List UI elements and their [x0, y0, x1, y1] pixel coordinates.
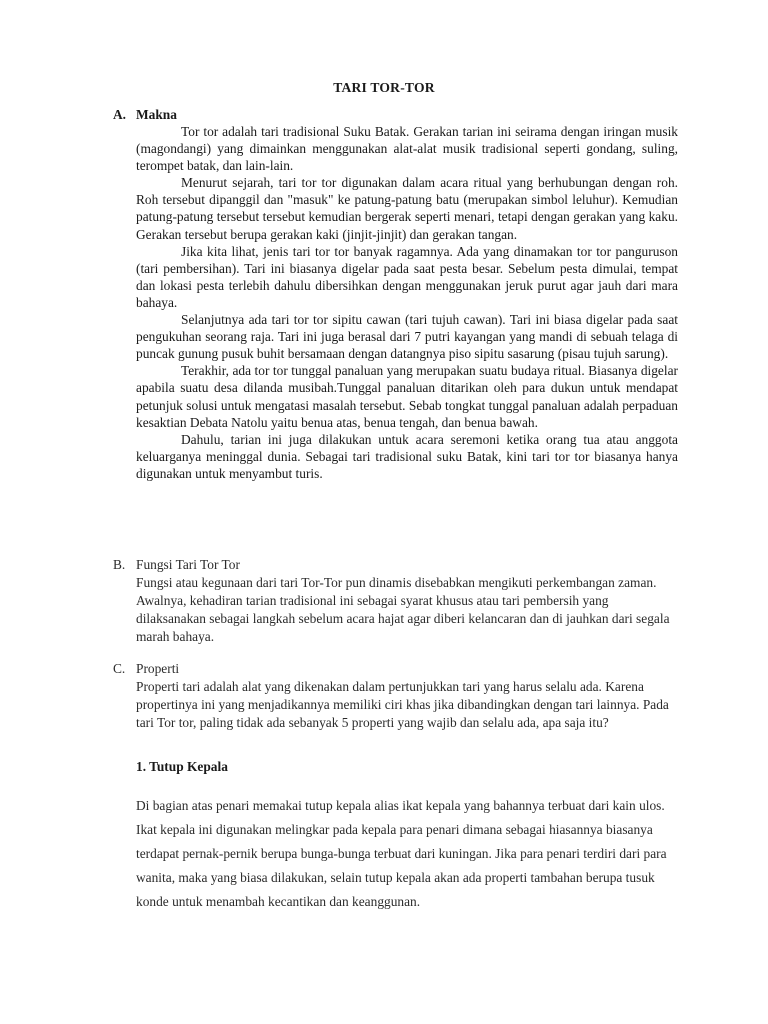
section-letter: B. — [113, 557, 126, 572]
section-heading-text: Fungsi Tari Tor Tor — [136, 557, 240, 572]
document-title: TARI TOR-TOR — [333, 80, 435, 95]
section-c-text: Properti tari adalah alat yang dikenakan dalam pertunjukkan tari yang harus selalu ada. Karena propertinya ini yang menjadikannya memiliki ciri khas jika dibandingkan dengan tari lainnya. Pada tari Tor tor, paling tidak ada sebanyak 5 properti yang wajib dan selalu ada, apa saja itu? — [136, 679, 669, 730]
section-heading-text: Properti — [136, 661, 180, 676]
paragraph: Dahulu, tarian ini juga dilakukan untuk acara seremoni ketika orang tua atau anggota keluarganya meninggal dunia. Sebagai tari tradisional suku Batak, kini tari tor tor biasanya hanya digunakan untuk menyambut turis. — [136, 431, 678, 481]
paragraph: Selanjutnya ada tari tor tor sipitu cawan (tari tujuh cawan). Tari ini biasa digelar pada saat pengukuhan seorang raja. Tari ini juga berasal dari 7 putri kayangan yang mandi di sebuah telaga di puncak gunung pusuk buhit bersamaan dengan datangnya piso sipitu sasarung (pisau tujuh sarung). — [136, 312, 678, 362]
section-b-text: Fungsi atau kegunaan dari tari Tor-Tor pun dinamis disebabkan mengikuti perkembangan zaman. Awalnya, kehadiran tarian tradisional ini sebagai syarat khusus atau tari pembersih yang dilaksanakan sebagai langkah sebelum acara hajat agar diberi kelancaran dan di jauhkan dari segala marah bahaya. — [136, 575, 670, 644]
section-heading-text: Makna — [136, 107, 177, 122]
section-c — [113, 660, 678, 732]
section-b-heading — [113, 556, 678, 574]
paragraph: Jika kita lihat, jenis tari tor tor banyak ragamnya. Ada yang dinamakan tor tor panguruson (tari pembersihan). Tari ini biasanya digelar pada saat pesta besar. Sebelum pesta dimulai, tempat dan lokasi pesta terlebih dahulu dibersihkan dengan menggunakan jeruk purut agar jauh dari mara bahaya. — [136, 243, 678, 310]
subsection-text: Di bagian atas penari memakai tutup kepala alias ikat kepala yang bahannya terbuat dari kain ulos. Ikat kepala ini digunakan melingkar pada kepala para penari dimana sebagai hiasannya biasanya terdapat pernak-pernik berupa bunga-bunga terbuat dari kuningan. Jika para penari terdiri dari para wanita, maka yang biasa dilakukan, selain tutup kepala akan ada properti tambahan berupa tusuk konde untuk menambah kecantikan dan keanggunan. — [136, 798, 667, 909]
paragraph: Tor tor adalah tari tradisional Suku Batak. Gerakan tarian ini seirama dengan iringan musik (magondangi) yang dimainkan menggunakan alat-alat musik tradisional seperti gondang, suling, terompet batak, dan lain-lain. — [136, 124, 678, 174]
section-letter: C. — [113, 661, 126, 676]
paragraph: Terakhir, ada tor tor tunggal panaluan yang merupakan suatu budaya ritual. Biasanya digelar apabila suatu desa dilanda musibah.Tunggal panaluan ditarikan oleh para dukun untuk mendapat petunjuk solusi untuk mengatasi masalah tersebut. Sebab tongkat tunggal panaluan adalah perpaduan kesaktian Debata Natolu yaitu benua atas, benua tengah, dan benua bawah. — [136, 363, 678, 430]
section-a — [113, 106, 678, 482]
section-b — [113, 556, 678, 646]
subsection-heading: 1. Tutup Kepala — [136, 759, 228, 774]
section-a-heading — [113, 106, 678, 123]
section-a-body — [113, 123, 678, 482]
section-letter: A. — [113, 107, 127, 122]
paragraph: Menurut sejarah, tari tor tor digunakan dalam acara ritual yang berhubungan dengan roh. Roh tersebut dipanggil dan "masuk" ke patung-patung batu (merupakan simbol leluhur). Kemudian patung-patung tersebut tersebut kemudian bergerak seperti menari, tetapi dengan gerakan yang kaku. Gerakan tersebut berupa gerakan kaki (jinjit-jinjit) dan gerakan tangan. — [136, 175, 678, 242]
section-c-heading — [113, 660, 678, 678]
